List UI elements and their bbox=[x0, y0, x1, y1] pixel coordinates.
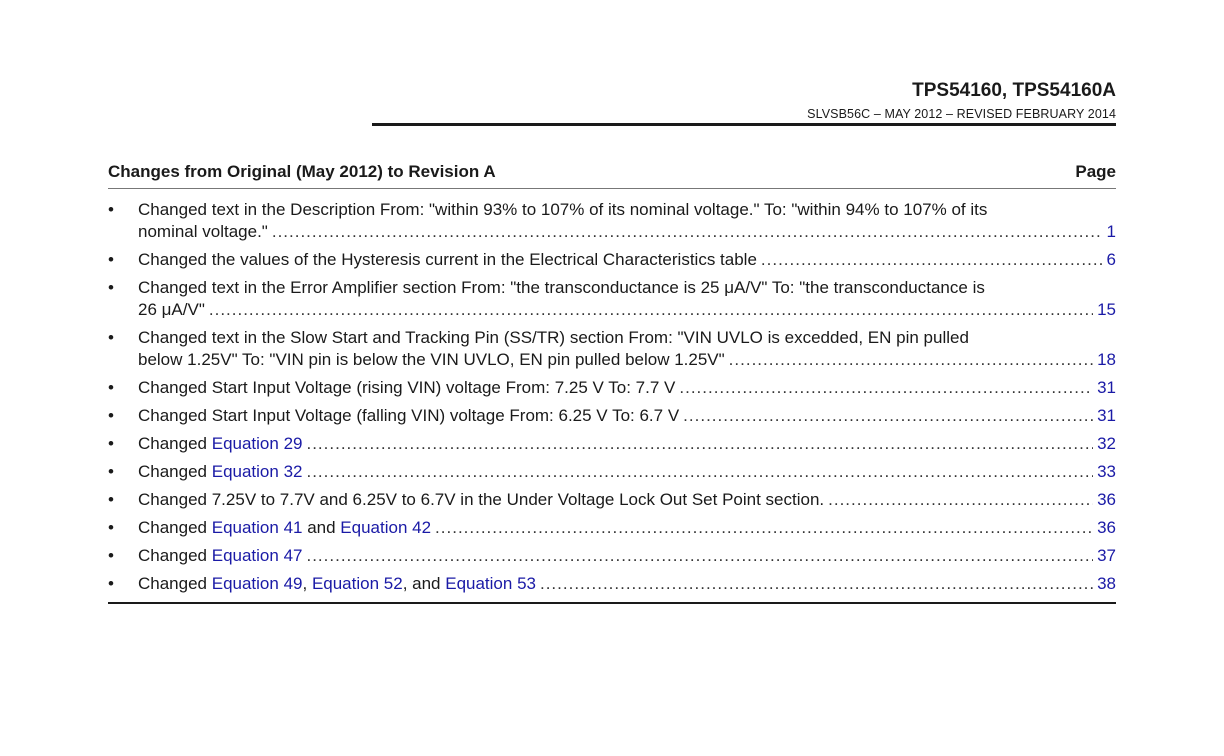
bullet: • bbox=[108, 250, 114, 269]
page-link[interactable]: 18 bbox=[1097, 350, 1116, 369]
page-link[interactable]: 31 bbox=[1097, 378, 1116, 397]
entry-prefix: Changed bbox=[138, 518, 212, 537]
list-item bbox=[108, 517, 1116, 539]
dot-leader bbox=[306, 545, 1093, 567]
entry-text-line: Changed text in the Slow Start and Tracking Pin (SS/TR) section From: "VIN UVLO is excedded, EN pin pulled bbox=[138, 328, 969, 347]
equation-link[interactable]: Equation 29 bbox=[211, 434, 303, 453]
page-link[interactable]: 15 bbox=[1097, 300, 1116, 319]
dot-leader bbox=[306, 461, 1093, 483]
page-link[interactable]: 38 bbox=[1097, 574, 1116, 593]
entry-text: Changed the values of the Hysteresis current in the Electrical Characteristics table bbox=[138, 250, 757, 269]
equation-link[interactable]: Equation 32 bbox=[211, 462, 303, 481]
entry-conjunction: , and bbox=[402, 574, 446, 593]
part-number-separator: , bbox=[1001, 80, 1013, 101]
entry-text: Changed 7.25V to 7.7V and 6.25V to 6.7V in the Under Voltage Lock Out Set Point section. bbox=[138, 490, 825, 509]
list-item bbox=[108, 377, 1116, 399]
bullet: • bbox=[108, 546, 114, 565]
entry-prefix: Changed bbox=[138, 462, 212, 481]
equation-link[interactable]: Equation 42 bbox=[340, 518, 432, 537]
entry-text: Changed Start Input Voltage (rising VIN) voltage From: 7.25 V To: 7.7 V bbox=[138, 378, 676, 397]
changes-header bbox=[108, 160, 1116, 189]
list-item bbox=[108, 545, 1116, 567]
equation-link[interactable]: Equation 53 bbox=[445, 574, 536, 593]
document-header bbox=[807, 80, 1116, 122]
page-link[interactable]: 32 bbox=[1097, 434, 1116, 453]
bullet: • bbox=[108, 490, 114, 509]
part-number-a: TPS54160 bbox=[912, 80, 1002, 101]
bullet: • bbox=[108, 200, 114, 219]
page-link[interactable]: 36 bbox=[1097, 490, 1116, 509]
entry-prefix: Changed bbox=[138, 574, 212, 593]
equation-link[interactable]: Equation 41 bbox=[211, 518, 303, 537]
list-item bbox=[108, 573, 1116, 595]
dot-leader bbox=[435, 517, 1093, 539]
list-item bbox=[108, 249, 1116, 271]
entry-text: nominal voltage." bbox=[138, 222, 268, 241]
entry-text: below 1.25V" To: "VIN pin is below the VIN UVLO, EN pin pulled below 1.25V" bbox=[138, 350, 725, 369]
entry-text bbox=[138, 433, 302, 455]
dot-leader bbox=[272, 221, 1103, 243]
bullet: • bbox=[108, 278, 114, 297]
equation-link[interactable]: Equation 49 bbox=[211, 574, 303, 593]
entry-text-line: Changed text in the Error Amplifier section From: "the transconductance is 25 μA/V" To: "the transconductance is bbox=[138, 278, 985, 297]
list-item bbox=[108, 405, 1116, 427]
page-link[interactable]: 33 bbox=[1097, 462, 1116, 481]
page-link[interactable]: 31 bbox=[1097, 406, 1116, 425]
bullet: • bbox=[108, 378, 114, 397]
page-column-label: Page bbox=[1075, 162, 1116, 181]
page-link[interactable]: 37 bbox=[1097, 546, 1116, 565]
list-item bbox=[108, 327, 1116, 371]
entry-text bbox=[138, 545, 302, 567]
revision-changes bbox=[108, 160, 1116, 604]
dot-leader bbox=[306, 433, 1093, 455]
entry-text: 26 μA/V" bbox=[138, 300, 205, 319]
bullet: • bbox=[108, 574, 114, 593]
list-item bbox=[108, 277, 1116, 321]
entry-conjunction: , bbox=[302, 574, 312, 593]
bullet: • bbox=[108, 518, 114, 537]
list-item bbox=[108, 461, 1116, 483]
equation-link[interactable]: Equation 47 bbox=[211, 546, 303, 565]
entry-text bbox=[138, 573, 536, 595]
page-link[interactable]: 1 bbox=[1106, 222, 1116, 241]
dot-leader bbox=[729, 349, 1093, 371]
page-link[interactable]: 6 bbox=[1106, 250, 1116, 269]
entry-text bbox=[138, 517, 431, 539]
entry-text-line: Changed text in the Description From: "within 93% to 107% of its nominal voltage." To: "within 94% to 107% of its bbox=[138, 200, 988, 219]
entry-prefix: Changed bbox=[138, 434, 212, 453]
dot-leader bbox=[761, 249, 1103, 271]
list-item bbox=[108, 489, 1116, 511]
bullet: • bbox=[108, 434, 114, 453]
dot-leader bbox=[683, 405, 1093, 427]
dot-leader bbox=[828, 489, 1093, 511]
dot-leader bbox=[540, 573, 1093, 595]
equation-link[interactable]: Equation 52 bbox=[311, 574, 403, 593]
dot-leader bbox=[679, 377, 1093, 399]
changes-title: Changes from Original (May 2012) to Revision A bbox=[108, 162, 496, 181]
bullet: • bbox=[108, 328, 114, 347]
header-divider bbox=[372, 123, 1116, 126]
part-numbers bbox=[807, 80, 1116, 102]
entry-conjunction: and bbox=[302, 518, 341, 537]
part-number-b: TPS54160A bbox=[1012, 80, 1116, 101]
bullet: • bbox=[108, 406, 114, 425]
bullet: • bbox=[108, 462, 114, 481]
dot-leader bbox=[209, 299, 1093, 321]
entry-prefix: Changed bbox=[138, 546, 212, 565]
changes-list bbox=[108, 199, 1116, 604]
document-id: SLVSB56C – MAY 2012 – REVISED FEBRUARY 2014 bbox=[807, 107, 1116, 121]
list-item bbox=[108, 433, 1116, 455]
entry-text: Changed Start Input Voltage (falling VIN) voltage From: 6.25 V To: 6.7 V bbox=[138, 406, 680, 425]
list-item bbox=[108, 199, 1116, 243]
page-link[interactable]: 36 bbox=[1097, 518, 1116, 537]
entry-text bbox=[138, 461, 302, 483]
